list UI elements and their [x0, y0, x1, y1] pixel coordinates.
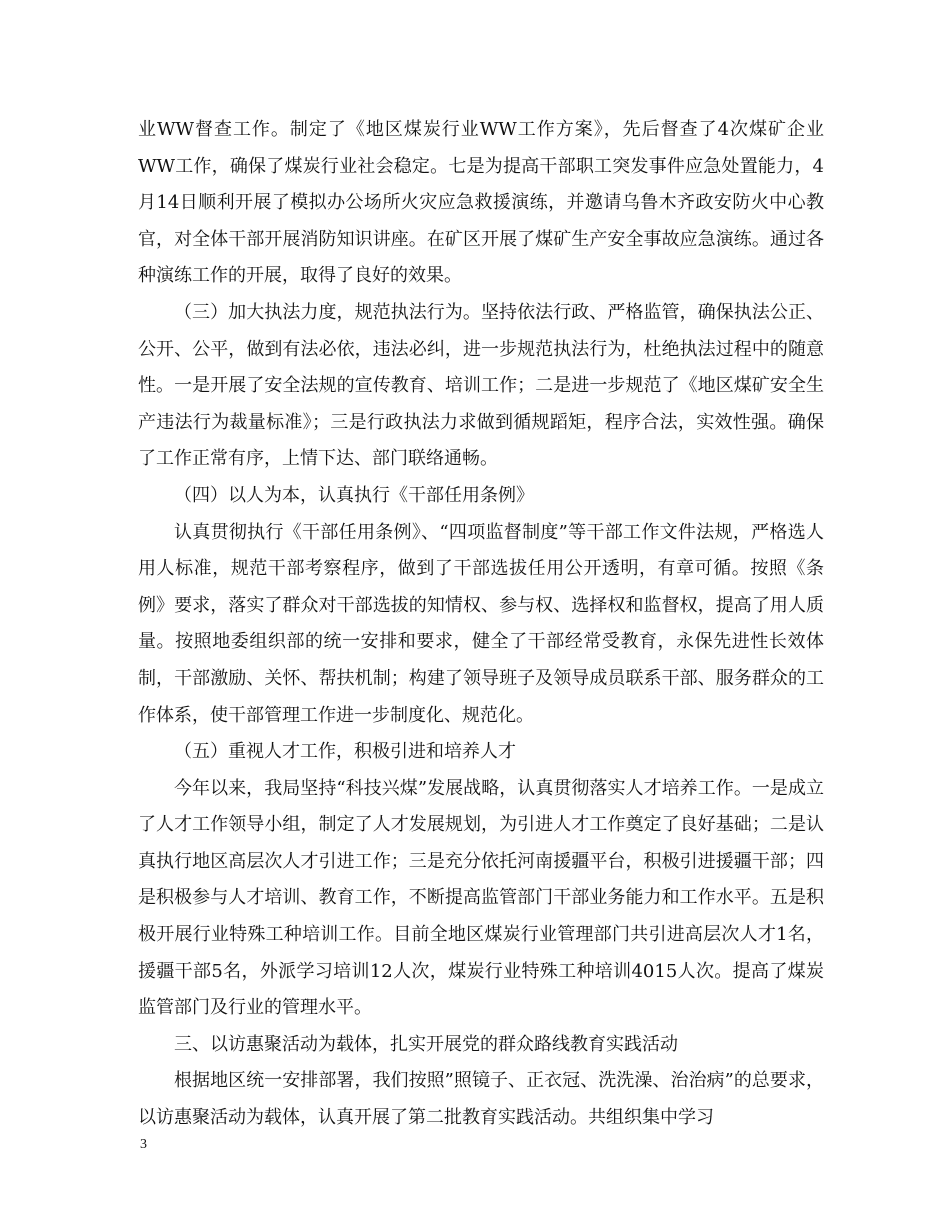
page-number: 3: [140, 1137, 147, 1152]
section-heading-cadre-regulations: （四）以人为本，认真执行《干部任用条例》: [174, 484, 534, 506]
paragraph-talent: 今年以来，我局坚持“科技兴煤”发展战略，认真贯彻落实人才培养工作。一是成立了人才工作领导小组，制定了人才发展规划，为引进人才工作奠定了良好基础；二是认真执行地区高层次人才引进工作；三是充分依托河南援疆平台，积极引进援疆干部；四是积极参与人才培训、教育工作，不断提高监管部门干部业务能力和工作水平。五是积极开展行业特殊工种培训工作。目前全地区煤炭行业管理部门共引进高层次人才1名，援疆干部5名，外派学习培训12人次，煤炭行业特殊工种培训4015人次。提高了煤炭监管部门及行业的管理水平。: [138, 777, 824, 1019]
paragraph-cadre-regulations: 认真贯彻执行《干部任用条例》、“四项监督制度”等干部工作文件法规，严格选人用人标准，规范干部考察程序，做到了干部选拔任用公开透明，有章可循。按照《条例》要求，落实了群众对干部选拔的知情权、参与权、选择权和监督权，提高了用人质量。按照地委组织部的统一安排和要求，健全了干部经常受教育，永保先进性长效体制，干部激励、关怀、帮扶机制；构建了领导班子及领导成员联系干部、服务群众的工作体系，使干部管理工作进一步制度化、规范化。: [138, 521, 824, 726]
section-heading-mass-line: 三、以访惠聚活动为载体，扎实开展党的群众路线教育实践活动: [174, 1033, 678, 1055]
paragraph-continuation: 业WW督查工作。制定了《地区煤炭行业WW工作方案》，先后督查了4次煤矿企业WW工作，确保了煤炭行业社会稳定。七是为提高干部职工突发事件应急处置能力，4月14日顺利开展了模拟办公场所火灾应急救援演练，并邀请乌鲁木齐政安防火中心教官，对全体干部开展消防知识讲座。在矿区开展了煤矿生产安全事故应急演练。通过各种演练工作的开展，取得了良好的效果。: [138, 119, 824, 287]
document-body: [138, 112, 824, 1137]
paragraph-law-enforcement: （三）加大执法力度，规范执法行为。坚持依法行政、严格监管，确保执法公正、公开、公平，做到有法必依，违法必纠，进一步规范执法行为，杜绝执法过程中的随意性。一是开展了安全法规的宣传教育、培训工作；二是进一步规范了《地区煤矿安全生产违法行为裁量标准》；三是行政执法力求做到循规蹈矩，程序合法，实效性强。确保了工作正常有序，上情下达、部门联络通畅。: [138, 301, 824, 470]
section-heading-talent: （五）重视人才工作，积极引进和培养人才: [174, 741, 516, 763]
paragraph-mass-line: 根据地区统一安排部署，我们按照”照镜子、正衣冠、洗洗澡、治治病”的总要求，以访惠聚活动为载体，认真开展了第二批教育实践活动。共组织集中学习: [138, 1070, 824, 1129]
